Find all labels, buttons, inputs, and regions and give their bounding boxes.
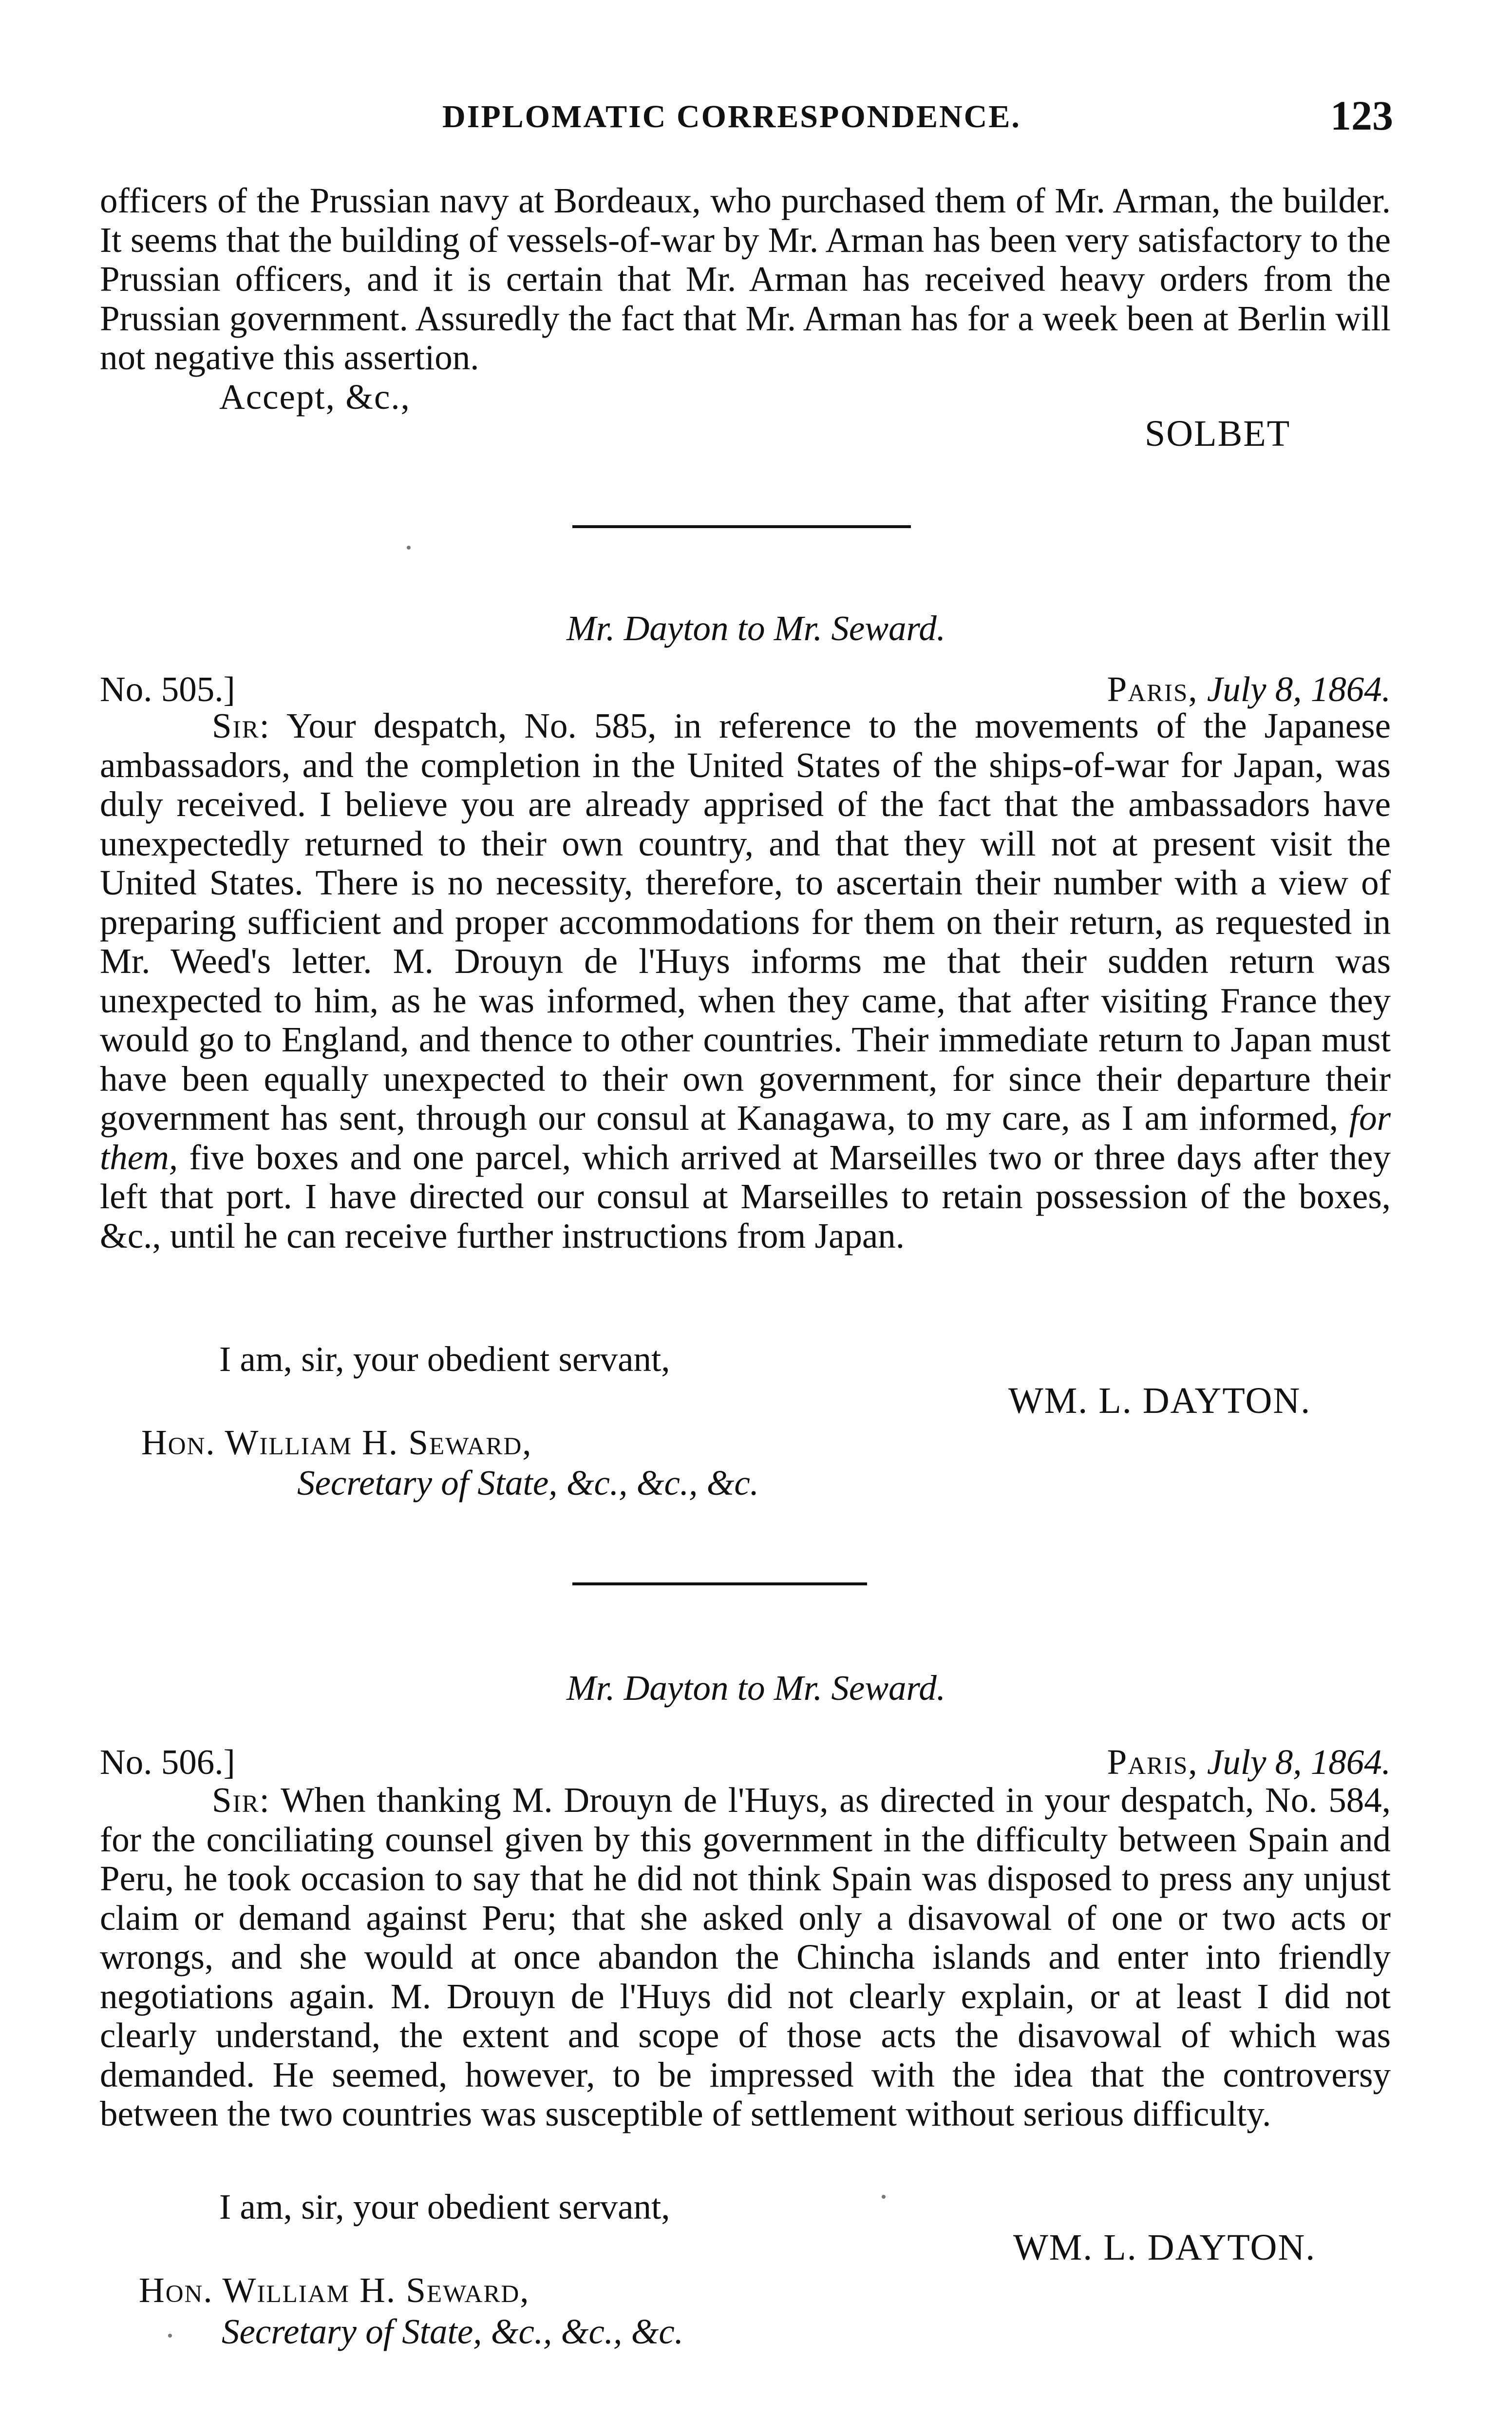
letter2-salutation: Sir:	[212, 1780, 270, 1820]
section-divider-1	[572, 525, 911, 528]
letter1-body	[100, 706, 1391, 1256]
letter1-place: Paris,	[1107, 669, 1198, 709]
letter2-number: No. 506.]	[100, 1742, 235, 1782]
letter2-date: July 8, 1864.	[1207, 1742, 1391, 1782]
section-divider-2	[572, 1582, 867, 1585]
letter1-heading: Mr. Dayton to Mr. Seward.	[567, 609, 945, 648]
letter1-addressee-title: Secretary of State, &c., &c., &c.	[297, 1463, 759, 1503]
letter0-closing: Accept, &c.,	[219, 377, 411, 417]
letter1-closing: I am, sir, your obedient servant,	[219, 1339, 670, 1379]
letter1-dateline	[100, 667, 1391, 711]
letter1-date: July 8, 1864.	[1207, 669, 1391, 709]
letter2-place: Paris,	[1107, 1742, 1198, 1782]
letter1-body-part1: Your despatch, No. 585, in reference to the movements of the Japanese ambassadors, and the completion in the United States of the ships-of-war for Japan, was duly received. I believe you are already apprised of the fact that the ambassadors have unexpectedly returned to their own country, and that they will not at present visit the United States. There is no necessity, therefore, to ascertain their number with a view of preparing sufficient and proper accommodations for them on their return, as requested in Mr. Weed's letter. M. Drouyn de l'Huys informs me that their sudden return was unexpected to him, as he was informed, when they came, that after visiting France they would go to England, and thence to other countries. Their immediate return to Japan must have been equally unexpected to their own government, for since their departure their government has sent, through our consul at Kanagawa, to my care, as I am informed,	[100, 706, 1391, 1138]
print-speck	[882, 2195, 886, 2199]
letter1-addressee-name: Hon. William H. Seward,	[141, 1423, 532, 1462]
letter2-closing: I am, sir, your obedient servant,	[219, 2187, 670, 2227]
letter1-number: No. 505.]	[100, 669, 235, 709]
letter0-paragraph: officers of the Prussian navy at Bordeaux, who purchased them of Mr. Arman, the builder. It seems that the building of vessels-of-war by Mr. Arman has been very satisfactory to the Prussian officers, and it is certain that Mr. Arman has received heavy orders from the Prussian government. Assuredly the fact that Mr. Arman has for a week been at Berlin will not negative this assertion.	[100, 181, 1391, 377]
letter1-salutation: Sir:	[212, 706, 270, 745]
letter2-place-date	[1107, 1740, 1391, 1784]
letter1-body-part2: five boxes and one parcel, which arrived at Marseilles two or three days after they left that port. I have directed our consul at Marseilles to retain possession of the boxes, &c., until he can receive further instructions from Japan.	[100, 1137, 1391, 1256]
letter2-addressee-name: Hon. William H. Seward,	[139, 2270, 530, 2310]
running-head	[97, 92, 1393, 149]
letter1-signature: WM. L. DAYTON.	[1008, 1380, 1311, 1421]
print-speck	[407, 546, 411, 550]
letter2-addressee-title: Secretary of State, &c., &c., &c.	[222, 2312, 684, 2351]
letter2-signature: WM. L. DAYTON.	[1013, 2227, 1316, 2268]
letter2-heading: Mr. Dayton to Mr. Seward.	[567, 1668, 945, 1708]
letter2-body-text: When thanking M. Drouyn de l'Huys, as directed in your despatch, No. 584, for the conciliating counsel given by this government in the difficulty between Spain and Peru, he took occasion to say that he did not think Spain was disposed to press any unjust claim or demand against Peru; that she asked only a disavowal of one or two acts or wrongs, and she would at once abandon the Chincha islands and enter into friendly negotiations again. M. Drouyn de l'Huys did not clearly explain, or at least I did not clearly understand, the extent and scope of those acts the disavowal of which was demanded. He seemed, however, to be impressed with the idea that the controversy between the two countries was susceptible of settlement without serious difficulty.	[100, 1780, 1391, 2133]
letter1-body-italic: for them,	[100, 1098, 1391, 1177]
print-speck	[168, 2334, 172, 2338]
letter2-body	[100, 1781, 1391, 2134]
letter1-place-date	[1107, 667, 1391, 711]
letter2-dateline	[100, 1740, 1391, 1784]
running-title: DIPLOMATIC CORRESPONDENCE.	[442, 99, 1021, 134]
letter0-signature: SOLBET	[1145, 413, 1291, 454]
page-number: 123	[1330, 92, 1393, 139]
